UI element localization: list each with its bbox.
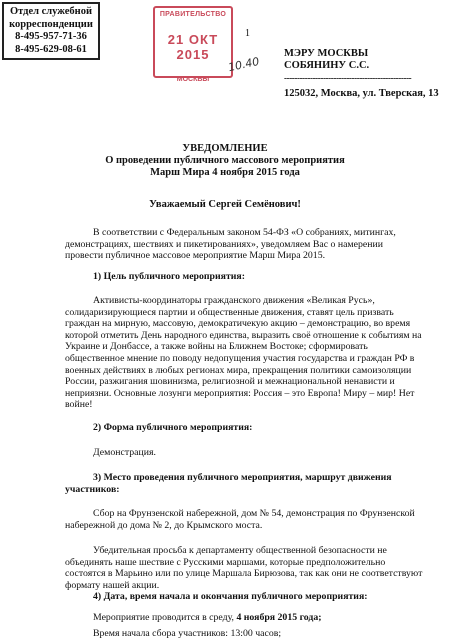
recipient-line1: МЭРУ МОСКВЫ bbox=[284, 48, 369, 59]
title-line2: О проведении публичного массового мероприятия bbox=[105, 155, 345, 166]
government-receipt-stamp bbox=[153, 6, 233, 83]
recipient-block bbox=[284, 48, 439, 100]
stamp-line: 8-495-629-08-61 bbox=[15, 43, 87, 55]
section3-heading: 3) Место проведения публичного мероприятия, маршрут движения участников: bbox=[65, 472, 392, 495]
section2-text: Демонстрация. bbox=[93, 447, 156, 458]
title-line3: Марш Мира 4 ноября 2015 года bbox=[150, 167, 300, 178]
correspondence-stamp-box bbox=[2, 2, 100, 60]
section4-heading: 4) Дата, время начала и окончания публичного мероприятия: bbox=[93, 591, 368, 602]
page-number: 1 bbox=[245, 28, 250, 39]
stamp-line: 8-495-957-71-36 bbox=[15, 31, 87, 42]
document-title bbox=[0, 143, 450, 179]
title-line1: УВЕДОМЛЕНИЕ bbox=[182, 143, 268, 154]
stamp-date: 21 ОКТ 2015 bbox=[167, 32, 219, 62]
greeting: Уважаемый Сергей Семёнович! bbox=[149, 199, 301, 210]
recipient-address: 125032, Москва, ул. Тверская, 13 bbox=[284, 88, 439, 99]
section4-date bbox=[65, 612, 423, 624]
date-bold: 4 ноября 2015 года; bbox=[236, 612, 322, 623]
section3-request: Убедительная просьба к департаменту общественной безопасности не объединять наше шествие с Русскими маршами, которые предположительно состоятся в Марьино или по улице Маршала Бирюзова, так как они не соответствуют формату нашей акции. bbox=[65, 545, 423, 591]
section1-heading: 1) Цель публичного мероприятия: bbox=[93, 271, 245, 282]
stamp-line: Отдел служебной bbox=[9, 6, 93, 17]
handwritten-note: 10.40 bbox=[226, 54, 261, 75]
section3-text: Сбор на Фрунзенской набережной, дом № 54, демонстрация по Фрунзенской набережной до дома № 2, до Крымского моста. bbox=[65, 508, 415, 531]
section1-text: Активисты-координаторы гражданского движения «Великая Русь», солидаризирующиеся партии и общественные движения, ставят цель призвать граждан на мирную, массовую, демократичекую акцию – демонстрацию, во время которой отметить День народного единства, выразить своё отношение к событиям на Украине и Донбассе, а также войны на Ближнем Востоке; сформировать общественное мнение по поводу недопущения участия государства и граждан РФ в военных действиях в любых регионах мира, прекращения политики самоизоляции России, разжигания шовинизма, религиозной и межнациональной ненависти и неприязни. Основные лозунги мероприятия: Россия – это Европа! Миру – мир! Нет войне! bbox=[65, 295, 422, 411]
section4-gather-time: Время начала сбора участников: 13:00 часов; bbox=[93, 628, 282, 639]
stamp-line: корреспонденции bbox=[9, 18, 93, 30]
stamp-city: МОСКВЫ bbox=[176, 76, 210, 83]
section2-heading: 2) Форма публичного мероприятия: bbox=[93, 422, 253, 433]
date-prefix: Мероприятие проводится в среду, bbox=[93, 612, 237, 623]
recipient-separator: ------------------------------------------------- bbox=[284, 73, 412, 83]
intro-paragraph: В соответствии с Федеральным законом 54-ФЗ «О собраниях, митингах, демонстрациях, шествиях и пикетированиях», уведомляем Вас о намерении провести публичное массовое мероприятие Марш Мира 2015. bbox=[65, 227, 396, 262]
stamp-org: ПРАВИТЕЛЬСТВО bbox=[159, 11, 227, 18]
recipient-line2: СОБЯНИНУ С.С. bbox=[284, 60, 370, 71]
